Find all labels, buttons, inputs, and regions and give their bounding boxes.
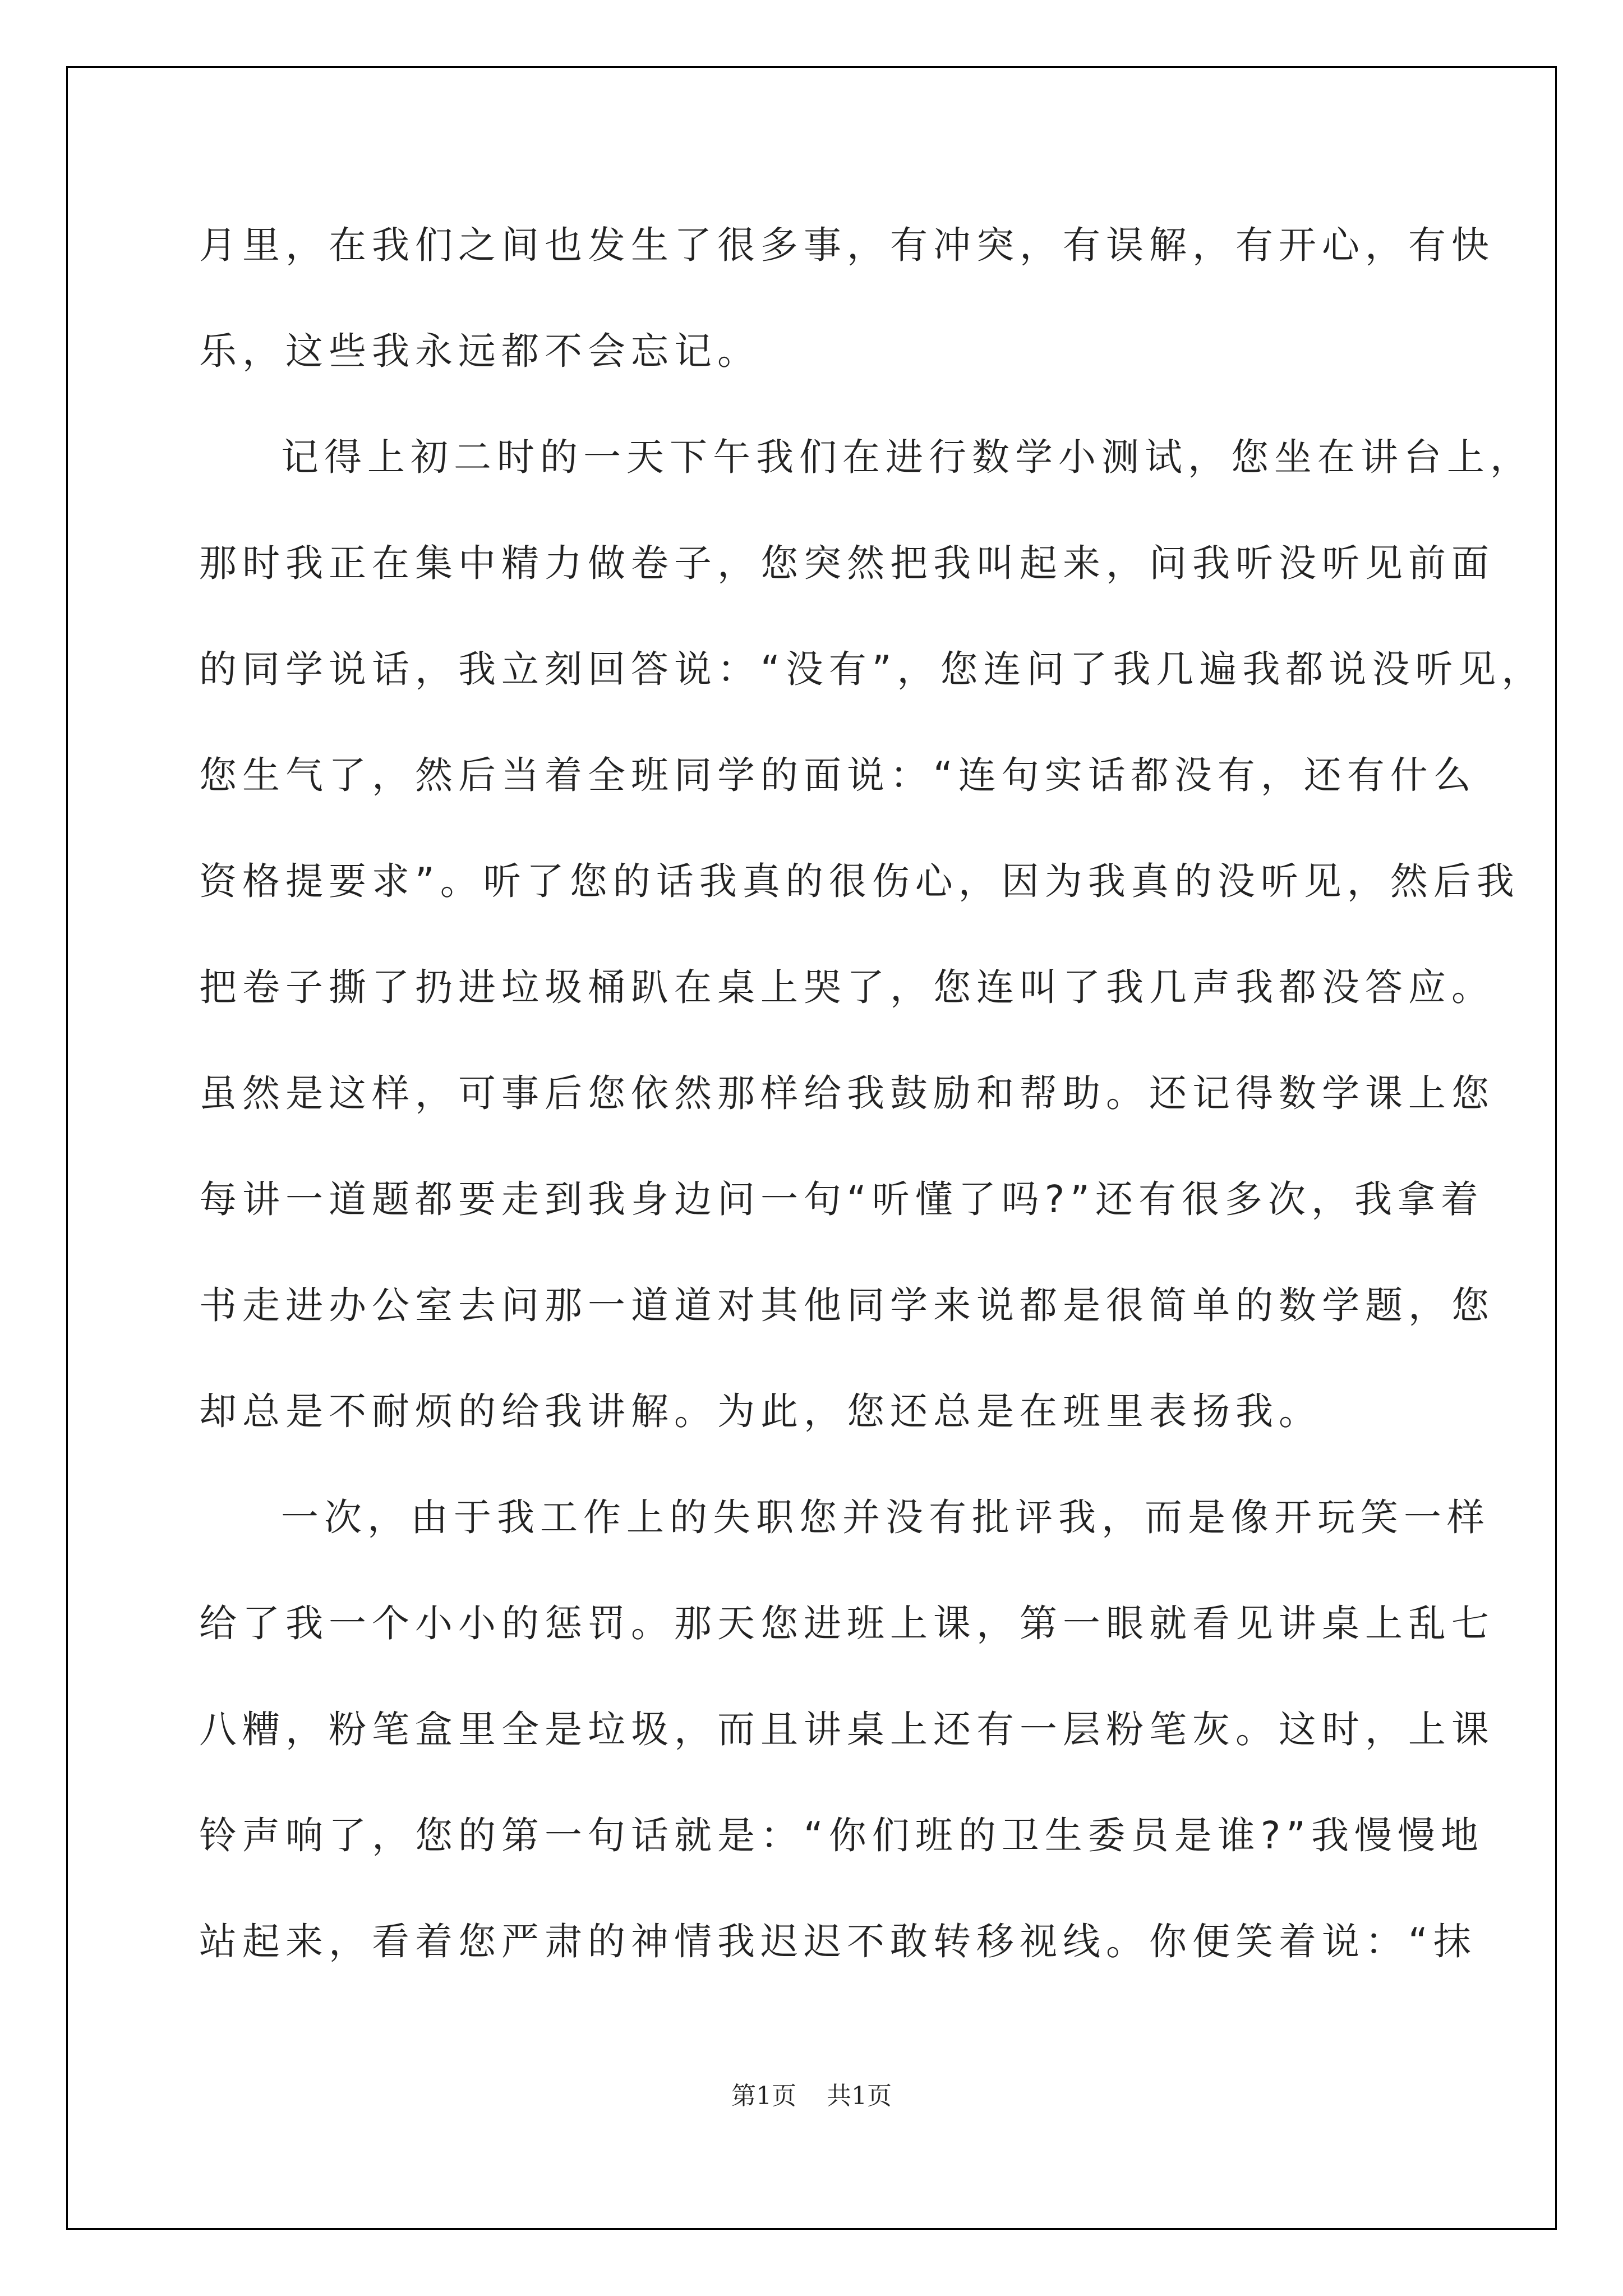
text-line: 乐，这些我永远都不会忘记。 <box>199 329 760 373</box>
text-line: 资格提要求”。听了您的话我真的很伤心，因为我真的没听见，然后我 <box>199 859 1520 903</box>
page-number: 第1页 <box>731 2082 796 2110</box>
text-line: 每讲一道题都要走到我身边问一句“听懂了吗?”还有很多次，我拿着 <box>199 1177 1484 1221</box>
document-body <box>199 219 1545 1968</box>
text-line: 的同学说话，我立刻回答说：“没有”，您连问了我几遍我都说没听见， <box>199 647 1545 691</box>
text-line: 书走进办公室去问那一道道对其他同学来说都是很简单的数学题，您 <box>199 1283 1495 1327</box>
text-line: 给了我一个小小的惩罚。那天您进班上课，第一眼就看见讲桌上乱七 <box>199 1602 1495 1645</box>
paragraph-first-line: 记得上初二时的一天下午我们在进行数学小测试，您坐在讲台上， <box>281 435 1533 479</box>
text-line: 八糟，粉笔盒里全是垃圾，而且讲桌上还有一层粉笔灰。这时，上课 <box>199 1708 1495 1751</box>
text-line: 虽然是这样，可事后您依然那样给我鼓励和帮助。还记得数学课上您 <box>199 1071 1495 1115</box>
text-line: 您生气了，然后当着全班同学的面说：“连句实话都没有，还有什么 <box>199 753 1477 797</box>
page-footer <box>0 2076 1623 2111</box>
text-line: 铃声响了，您的第一句话就是：“你们班的卫生委员是谁?”我慢慢地 <box>199 1814 1484 1857</box>
text-line: 却总是不耐烦的给我讲解。为此，您还总是在班里表扬我。 <box>199 1389 1322 1433</box>
page-total: 共1页 <box>827 2082 892 2110</box>
text-line: 站起来，看着您严肃的神情我迟迟不敢转移视线。你便笑着说：“抹 <box>199 1920 1477 1963</box>
text-line: 月里，在我们之间也发生了很多事，有冲突，有误解，有开心，有快 <box>199 223 1495 267</box>
text-line: 那时我正在集中精力做卷子，您突然把我叫起来，问我听没听见前面 <box>199 541 1495 585</box>
text-line: 把卷子撕了扔进垃圾桶趴在桌上哭了，您连叫了我几声我都没答应。 <box>199 965 1495 1009</box>
paragraph-first-line: 一次，由于我工作上的失职您并没有批评我，而是像开玩笑一样 <box>281 1496 1490 1539</box>
